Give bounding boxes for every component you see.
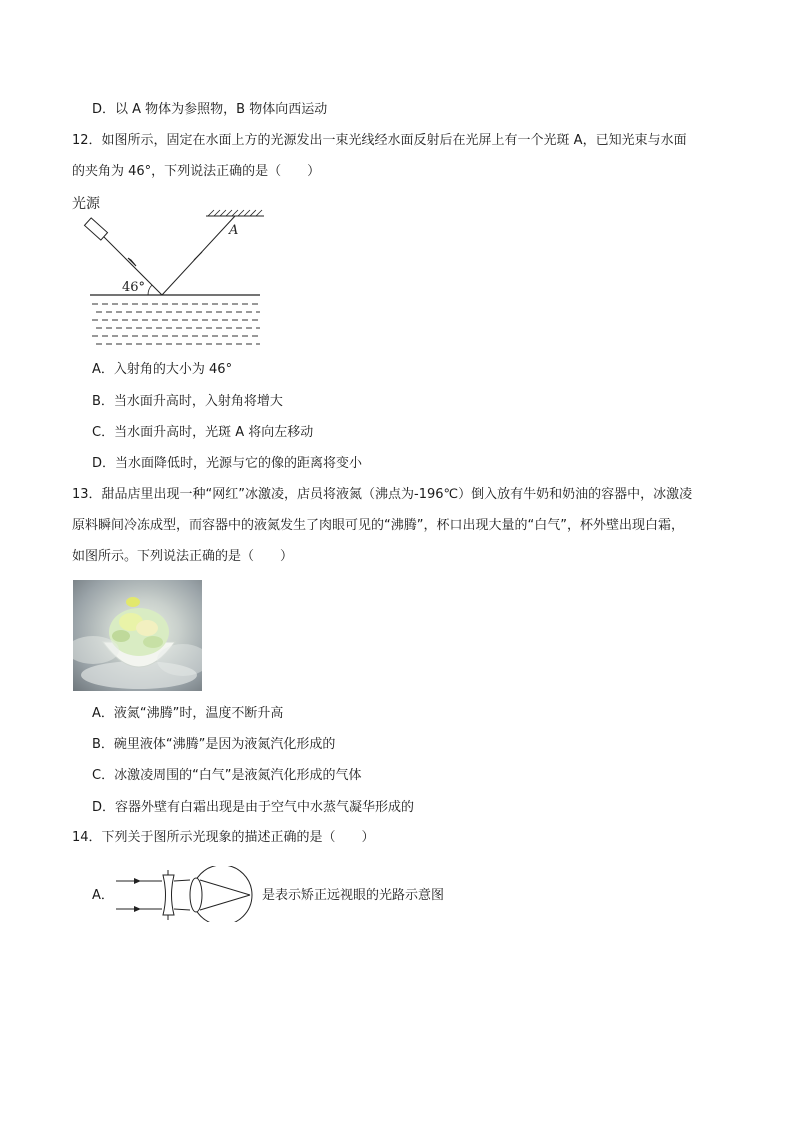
ray-top-arrow-icon <box>134 878 141 884</box>
q12-stem-line2: 的夹角为 46°，下列说法正确的是（ ） <box>72 164 321 179</box>
concave-lens-icon <box>163 875 174 915</box>
q12-stem-line1: 12．如图所示，固定在水面上方的光源发出一束光线经水面反射后在光屏上有一个光斑 A，已知光束与水面 <box>72 133 687 148</box>
ice-cream-photo <box>73 580 202 691</box>
q12-option-b: B．当水面升高时，入射角将增大 <box>92 394 283 409</box>
reflected-arrow-icon <box>194 252 202 260</box>
q12-option-d: D．当水面降低时，光源与它的像的距离将变小 <box>92 456 363 471</box>
eye-lens-icon <box>190 878 202 912</box>
light-source-icon <box>84 218 107 240</box>
q13-option-a: A．液氮“沸腾”时，温度不断升高 <box>92 706 284 721</box>
q13-stem-line3: 如图所示。下列说法正确的是（ ） <box>72 549 294 564</box>
q13-stem-line1: 13．甜品店里出现一种“网红”冰激凌，店员将液氮（沸点为-196℃）倒入放有牛奶和奶油的容器中，冰激凌 <box>72 487 693 502</box>
ray-bottom-arrow-icon <box>134 906 141 912</box>
q12-reflection-figure <box>70 192 270 352</box>
q13-option-d: D．容器外壁有白霜出现是由于空气中水蒸气凝华形成的 <box>92 800 415 815</box>
q11-option-d: D．以 A 物体为参照物，B 物体向西运动 <box>92 102 328 117</box>
spot-a-label: A <box>229 223 239 238</box>
q12-option-c: C．当水面升高时，光斑 A 将向左移动 <box>92 425 314 440</box>
angle-label: 46° <box>122 280 146 295</box>
q12-option-a: A．入射角的大小为 46° <box>92 362 233 377</box>
light-source-label: 光源 <box>72 196 100 212</box>
q14-stem: 14．下列关于图所示光现象的描述正确的是（ ） <box>72 830 375 845</box>
light-screen <box>206 210 264 216</box>
q13-option-c: C．冰激凌周围的“白气”是液氮汽化形成的气体 <box>92 768 362 783</box>
q14-option-a-label: A． <box>92 888 114 903</box>
q14-option-a-text: 是表示矫正远视眼的光路示意图 <box>262 888 445 903</box>
water-body <box>92 304 260 344</box>
eye-lens-diagram <box>112 866 260 922</box>
angle-arc <box>148 285 152 295</box>
q13-option-b: B．碗里液体“沸腾”是因为液氮汽化形成的 <box>92 737 336 752</box>
q13-stem-line2: 原料瞬间冷冻成型，而容器中的液氮发生了肉眼可见的“沸腾”，杯口出现大量的“白气”，杯外壁出现白霜， <box>72 518 684 533</box>
